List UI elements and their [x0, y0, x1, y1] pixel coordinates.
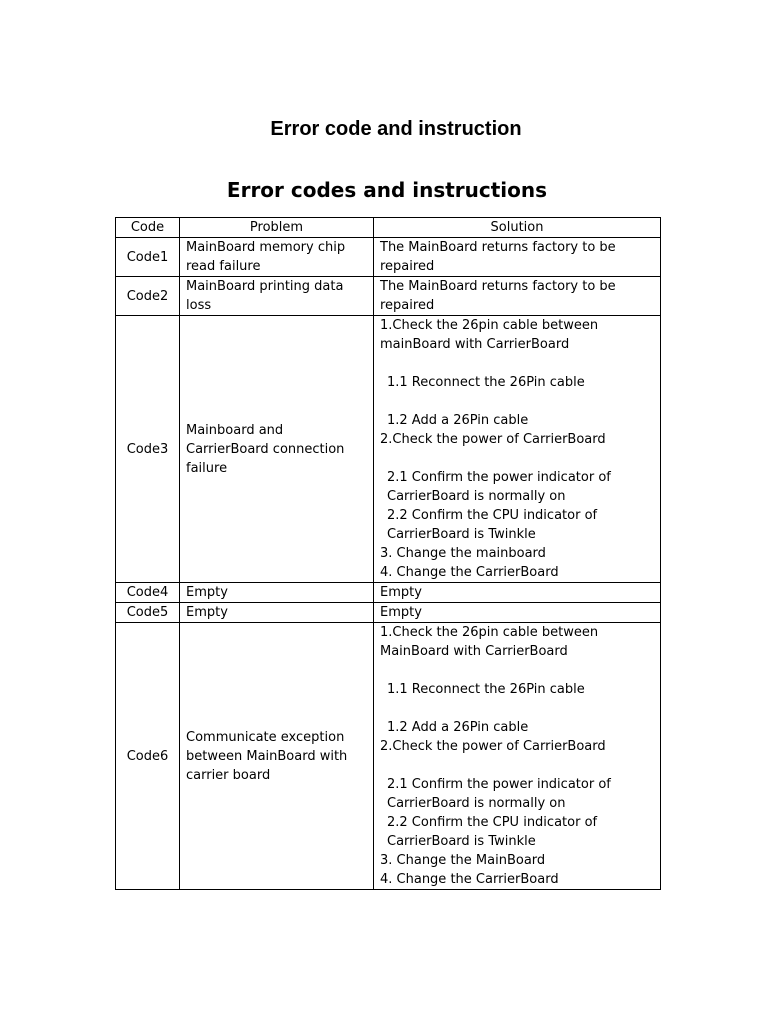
header-solution: Solution	[374, 218, 661, 238]
table-row	[116, 603, 661, 623]
solution-cell	[374, 603, 661, 623]
code-cell: Code3	[116, 316, 180, 583]
solution-line	[380, 354, 654, 373]
solution-cell	[374, 316, 661, 583]
problem-cell	[180, 583, 374, 603]
solution-line: 1.2 Add a 26Pin cable	[387, 413, 529, 428]
header-row	[116, 218, 661, 238]
solution-line	[380, 756, 654, 775]
table-row	[116, 623, 661, 890]
solution-line: 2.Check the power of CarrierBoard	[380, 432, 606, 447]
solution-cell	[374, 583, 661, 603]
code-cell: Code6	[116, 623, 180, 890]
table-row	[116, 277, 661, 316]
table-header	[116, 218, 661, 238]
problem-text: MainBoard memory chip read failure	[186, 240, 346, 274]
solution-line: 3. Change the MainBoard	[380, 853, 546, 868]
header-code: Code	[116, 218, 180, 238]
solution-line: 3. Change the mainboard	[380, 546, 546, 561]
table-row	[116, 238, 661, 277]
header-problem: Problem	[180, 218, 374, 238]
table-row	[116, 583, 661, 603]
problem-text: MainBoard printing data loss	[186, 279, 344, 313]
code-cell: Code1	[116, 238, 180, 277]
solution-line: 2.2 Confirm the CPU indicator of CarrierBoard is Twinkle	[387, 508, 598, 542]
solution-cell	[374, 277, 661, 316]
solution-cell	[374, 238, 661, 277]
code-cell: Code5	[116, 603, 180, 623]
table-body	[116, 238, 661, 890]
solution-line	[380, 449, 654, 468]
solution-line: 2.1 Confirm the power indicator of CarrierBoard is normally on	[387, 777, 611, 811]
solution-line: The MainBoard returns factory to be repaired	[380, 279, 616, 313]
solution-line: 1.1 Reconnect the 26Pin cable	[387, 682, 585, 697]
problem-cell	[180, 277, 374, 316]
solution-line: 1.1 Reconnect the 26Pin cable	[387, 375, 585, 390]
code-cell: Code2	[116, 277, 180, 316]
error-code-table	[115, 217, 661, 890]
solution-line: 2.Check the power of CarrierBoard	[380, 739, 606, 754]
solution-line: Empty	[380, 585, 422, 600]
table-heading: Error codes and instructions	[226, 178, 548, 202]
solution-line: 4. Change the CarrierBoard	[380, 872, 559, 887]
solution-line	[380, 392, 654, 411]
problem-cell	[180, 316, 374, 583]
code-cell: Code4	[116, 583, 180, 603]
solution-line: 4. Change the CarrierBoard	[380, 565, 559, 580]
table-row	[116, 316, 661, 583]
solution-line: 2.2 Confirm the CPU indicator of CarrierBoard is Twinkle	[387, 815, 598, 849]
solution-line: 1.Check the 26pin cable between mainBoard with CarrierBoard	[380, 318, 599, 352]
problem-text: Empty	[186, 585, 228, 600]
problem-cell	[180, 603, 374, 623]
solution-cell	[374, 623, 661, 890]
problem-cell	[180, 623, 374, 890]
solution-line	[380, 661, 654, 680]
document-title: Error code and instruction	[270, 118, 522, 140]
problem-cell	[180, 238, 374, 277]
solution-line: Empty	[380, 605, 422, 620]
solution-line: The MainBoard returns factory to be repaired	[380, 240, 616, 274]
problem-text: Mainboard and CarrierBoard connection failure	[186, 422, 345, 476]
solution-line: 2.1 Confirm the power indicator of CarrierBoard is normally on	[387, 470, 611, 504]
solution-line	[380, 699, 654, 718]
problem-text: Empty	[186, 605, 228, 620]
solution-line: 1.2 Add a 26Pin cable	[387, 720, 529, 735]
problem-text: Communicate exception between MainBoard with carrier board	[186, 729, 348, 783]
solution-line: 1.Check the 26pin cable between MainBoard with CarrierBoard	[380, 625, 599, 659]
